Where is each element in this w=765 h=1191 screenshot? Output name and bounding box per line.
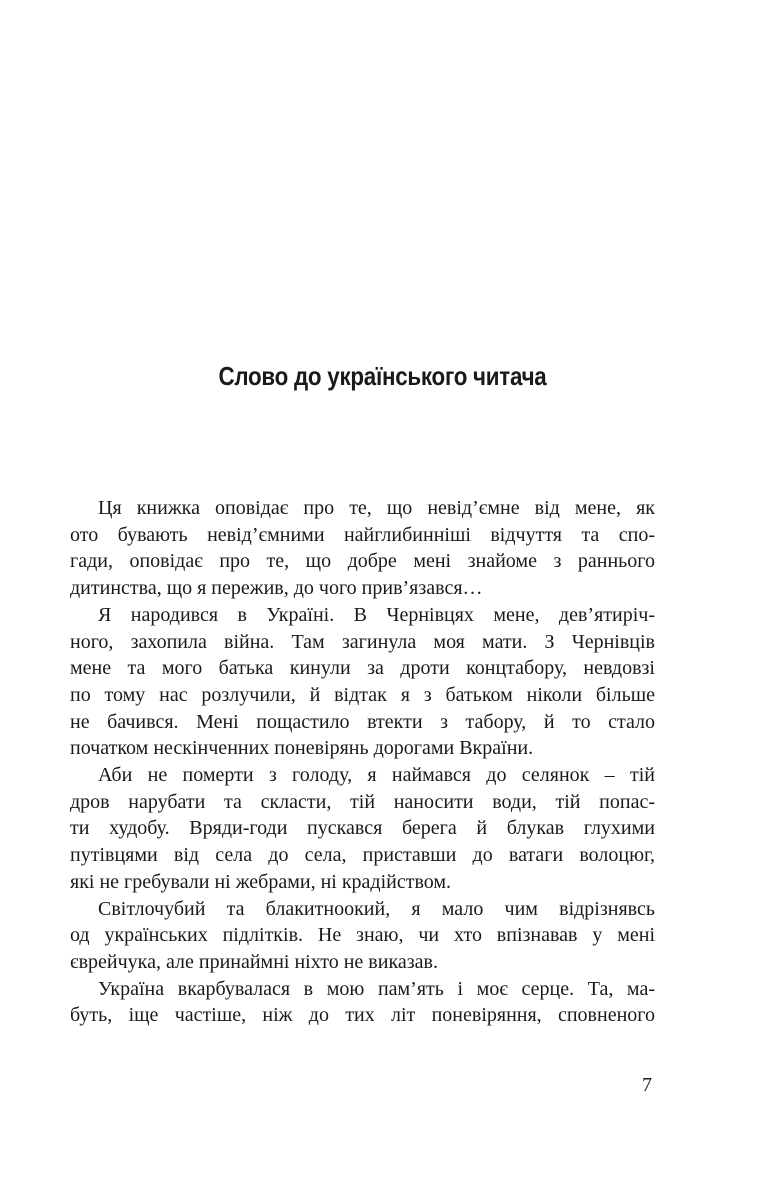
text-line: ного, захопила війна. Там загинула моя мати. З Чернівців xyxy=(70,630,655,653)
text-line: не бачився. Мені пощастило втекти з табору, й то стало xyxy=(70,710,655,733)
paragraph xyxy=(70,976,655,1029)
text-line: які не гребували ні жебрами, ні крадійством. xyxy=(70,870,452,893)
text-line: початком нескінченних поневірянь дорогами Вкраїни. xyxy=(70,737,534,760)
text-line: ото бувають невід’ємними найглибинніші відчуття та спо- xyxy=(70,523,655,546)
text-line: Україна вкарбувалася в мою пам’ять і моє серце. Та, ма- xyxy=(98,977,655,1000)
paragraph xyxy=(70,495,655,602)
text-line: Я народився в Україні. В Чернівцях мене, дев’ятиріч- xyxy=(98,603,655,626)
text-line: Аби не померти з голоду, я наймався до селянок – тій xyxy=(98,764,655,787)
paragraph xyxy=(70,762,655,896)
text-line: дитинства, що я пережив, до чого прив’язався… xyxy=(70,577,483,600)
page-title: Слово до українського читача xyxy=(218,361,547,391)
page-number: 7 xyxy=(642,1074,652,1096)
text-line: од українських підлітків. Не знаю, чи хто впізнавав у мені xyxy=(70,924,655,947)
text-line: по тому нас розлучили, й відтак я з батьком ніколи більше xyxy=(70,683,655,706)
text-line: ти худобу. Вряди-годи пускався берега й блукав глухими xyxy=(70,817,655,840)
body-text xyxy=(70,495,655,1029)
text-line: буть, іще частіше, ніж до тих літ поневіряння, сповненого xyxy=(70,1004,655,1027)
text-line: Ця книжка оповідає про те, що невід’ємне від мене, як xyxy=(98,497,655,519)
paragraph xyxy=(70,896,655,976)
text-line: дров нарубати та скласти, тій наносити води, тій попас- xyxy=(70,790,655,813)
text-line: Світлочубий та блакитноокий, я мало чим відрізнявсь xyxy=(98,897,655,920)
text-line: єврейчука, але принаймні ніхто не виказав. xyxy=(70,950,438,973)
text-line: мене та мого батька кинули за дроти концтабору, невдовзі xyxy=(70,657,655,680)
paragraph xyxy=(70,602,655,762)
text-line: гади, оповідає про те, що добре мені знайоме з раннього xyxy=(70,550,655,573)
text-line: путівцями від села до села, приставши до ватаги волоцюг, xyxy=(70,844,655,867)
